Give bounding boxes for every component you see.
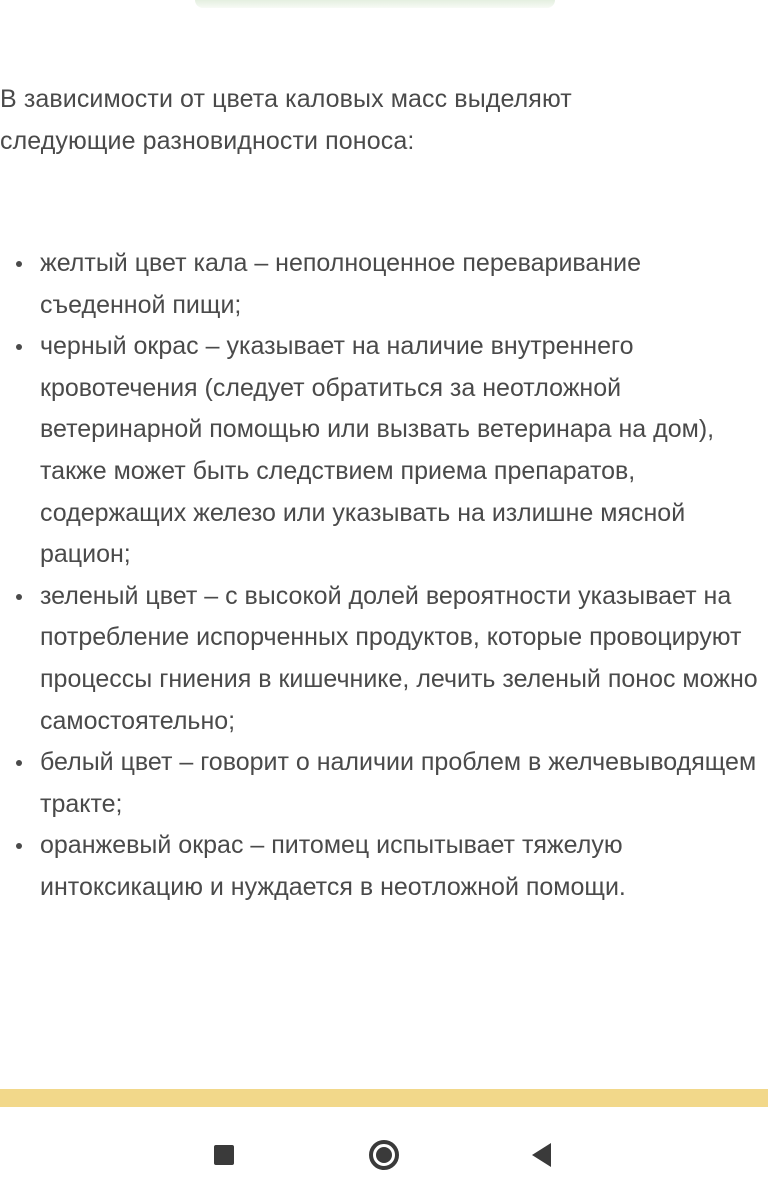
back-triangle-icon	[532, 1143, 551, 1167]
list-item-text: зеленый цвет – с высокой долей вероятности указывает на потребление испорченных продуктов, которые провоцируют процессы гниения в кишечнике, лечить зеленый понос можно самостоятельно;	[40, 581, 758, 735]
list-item	[0, 243, 760, 326]
list-item	[0, 742, 760, 825]
list-item	[0, 326, 760, 576]
home-button[interactable]	[364, 1135, 404, 1175]
recent-apps-square-icon	[214, 1145, 234, 1165]
list-item	[0, 576, 760, 742]
list-item-text: черный окрас – указывает на наличие внутреннего кровотечения (следует обратиться за неотложной ветеринарной помощью или вызвать ветеринара на дом), также может быть следствием приема препаратов, содержащих железо или указывать на излишне мясной рацион;	[40, 332, 715, 569]
bullet-icon	[16, 760, 22, 766]
intro-paragraph: В зависимости от цвета каловых масс выделяют следующие разновидности поноса:	[0, 85, 572, 155]
list-item-text: белый цвет – говорит о наличии проблем в желчевыводящем тракте;	[40, 748, 757, 818]
bullet-icon	[16, 594, 22, 600]
list-item-text: желтый цвет кала – неполноценное переваривание съеденной пищи;	[40, 249, 641, 319]
top-banner-edge	[195, 0, 555, 8]
article-content	[0, 78, 768, 162]
bullet-icon	[16, 843, 22, 849]
recent-apps-button[interactable]	[204, 1135, 244, 1175]
list-item	[0, 825, 760, 908]
home-circle-icon	[369, 1140, 399, 1170]
system-navigation-bar	[0, 1107, 768, 1200]
bullet-icon	[16, 261, 22, 267]
list-item-text: оранжевый окрас – питомец испытывает тяжелую интоксикацию и нуждается в неотложной помощи.	[40, 831, 626, 901]
accent-divider-bar	[0, 1089, 768, 1107]
home-dot	[376, 1147, 392, 1163]
bullet-icon	[16, 344, 22, 350]
back-button[interactable]	[521, 1135, 561, 1175]
diarrhea-types-list	[0, 243, 760, 909]
